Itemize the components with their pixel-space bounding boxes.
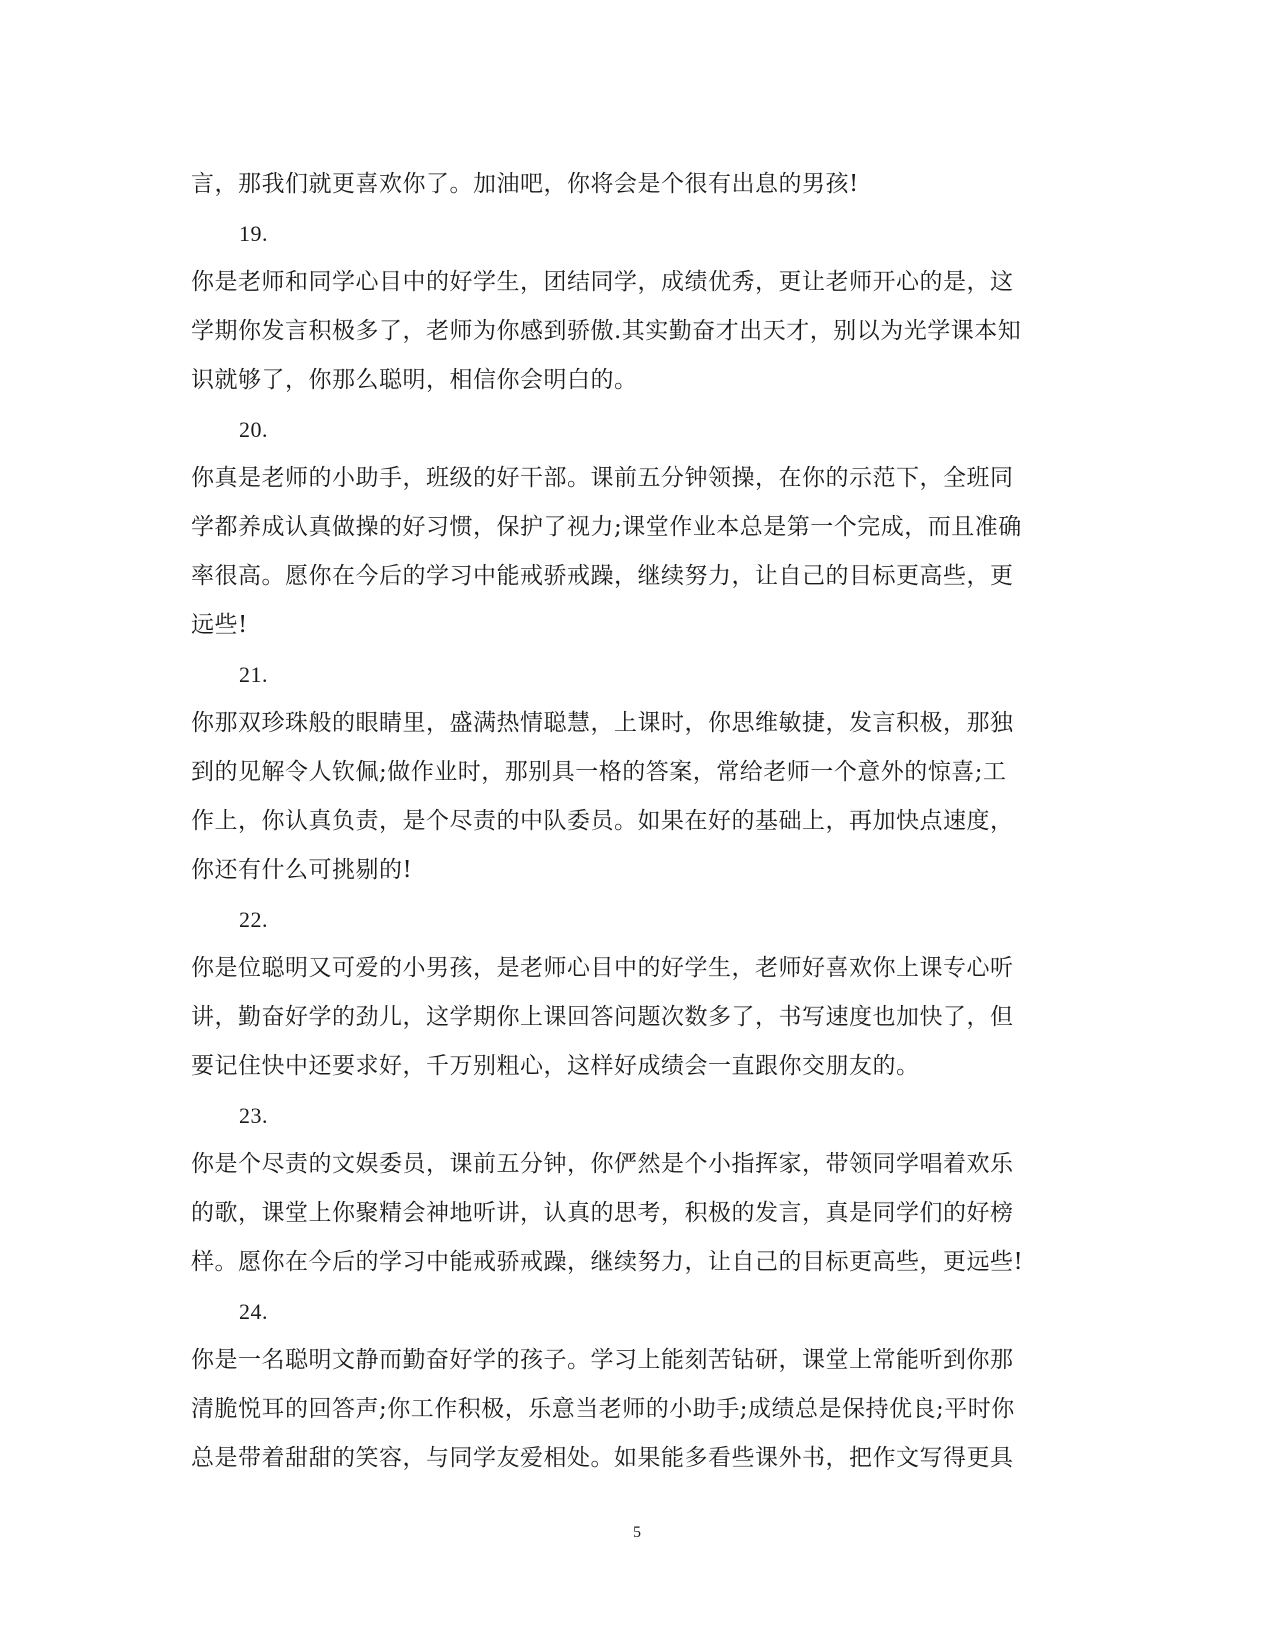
text-line: 清脆悦耳的回答声;你工作积极，乐意当老师的小助手;成绩总是保持优良;平时你 (191, 1396, 1015, 1422)
item-number: 21. (239, 662, 268, 687)
text-line: 你是位聪明又可爱的小男孩，是老师心目中的好学生，老师好喜欢你上课专心听 (191, 955, 1014, 981)
text-line: 言，那我们就更喜欢你了。加油吧，你将会是个很有出息的男孩! (191, 171, 859, 197)
text-line: 你是一名聪明文静而勤奋好学的孩子。学习上能刻苦钻研，课堂上常能听到你那 (191, 1347, 1014, 1373)
text-line: 的歌，课堂上你聚精会神地听讲，认真的思考，积极的发言，真是同学们的好榜 (191, 1200, 1014, 1226)
text-line: 远些! (191, 612, 248, 638)
text-line: 识就够了，你那么聪明，相信你会明白的。 (191, 367, 638, 393)
item-number: 24. (239, 1299, 268, 1324)
item-number: 23. (239, 1103, 268, 1128)
text-line: 学都养成认真做操的好习惯，保护了视力;课堂作业本总是第一个完成，而且准确 (191, 514, 1022, 540)
text-line: 总是带着甜甜的笑容，与同学友爱相处。如果能多看些课外书，把作文写得更具 (191, 1445, 1014, 1471)
text-line: 你是老师和同学心目中的好学生，团结同学，成绩优秀，更让老师开心的是，这 (191, 269, 1014, 295)
item-number: 19. (239, 221, 268, 246)
text-line: 作上，你认真负责，是个尽责的中队委员。如果在好的基础上，再加快点速度， (191, 808, 1014, 834)
text-line: 你那双珍珠般的眼睛里，盛满热情聪慧，上课时，你思维敏捷，发言积极，那独 (191, 710, 1014, 736)
text-line: 你还有什么可挑剔的! (191, 857, 413, 883)
text-line: 讲，勤奋好学的劲儿，这学期你上课回答问题次数多了，书写速度也加快了，但 (191, 1004, 1014, 1030)
text-line: 样。愿你在今后的学习中能戒骄戒躁，继续努力，让自己的目标更高些，更远些! (191, 1249, 1024, 1275)
page-number: 5 (633, 1524, 641, 1541)
text-line: 你真是老师的小助手，班级的好干部。课前五分钟领操，在你的示范下，全班同 (191, 465, 1014, 491)
text-line: 率很高。愿你在今后的学习中能戒骄戒躁，继续努力，让自己的目标更高些，更 (191, 563, 1014, 589)
text-line: 学期你发言积极多了，老师为你感到骄傲.其实勤奋才出天才，别以为光学课本知 (191, 318, 1022, 344)
text-line: 你是个尽责的文娱委员，课前五分钟，你俨然是个小指挥家，带领同学唱着欢乐 (191, 1151, 1014, 1177)
item-number: 22. (239, 907, 268, 932)
document-body (191, 160, 1081, 1483)
item-number: 20. (239, 417, 268, 442)
text-line: 到的见解令人钦佩;做作业时，那别具一格的答案，常给老师一个意外的惊喜;工 (191, 759, 1007, 785)
text-line: 要记住快中还要求好，千万别粗心，这样好成绩会一直跟你交朋友的。 (191, 1053, 920, 1079)
